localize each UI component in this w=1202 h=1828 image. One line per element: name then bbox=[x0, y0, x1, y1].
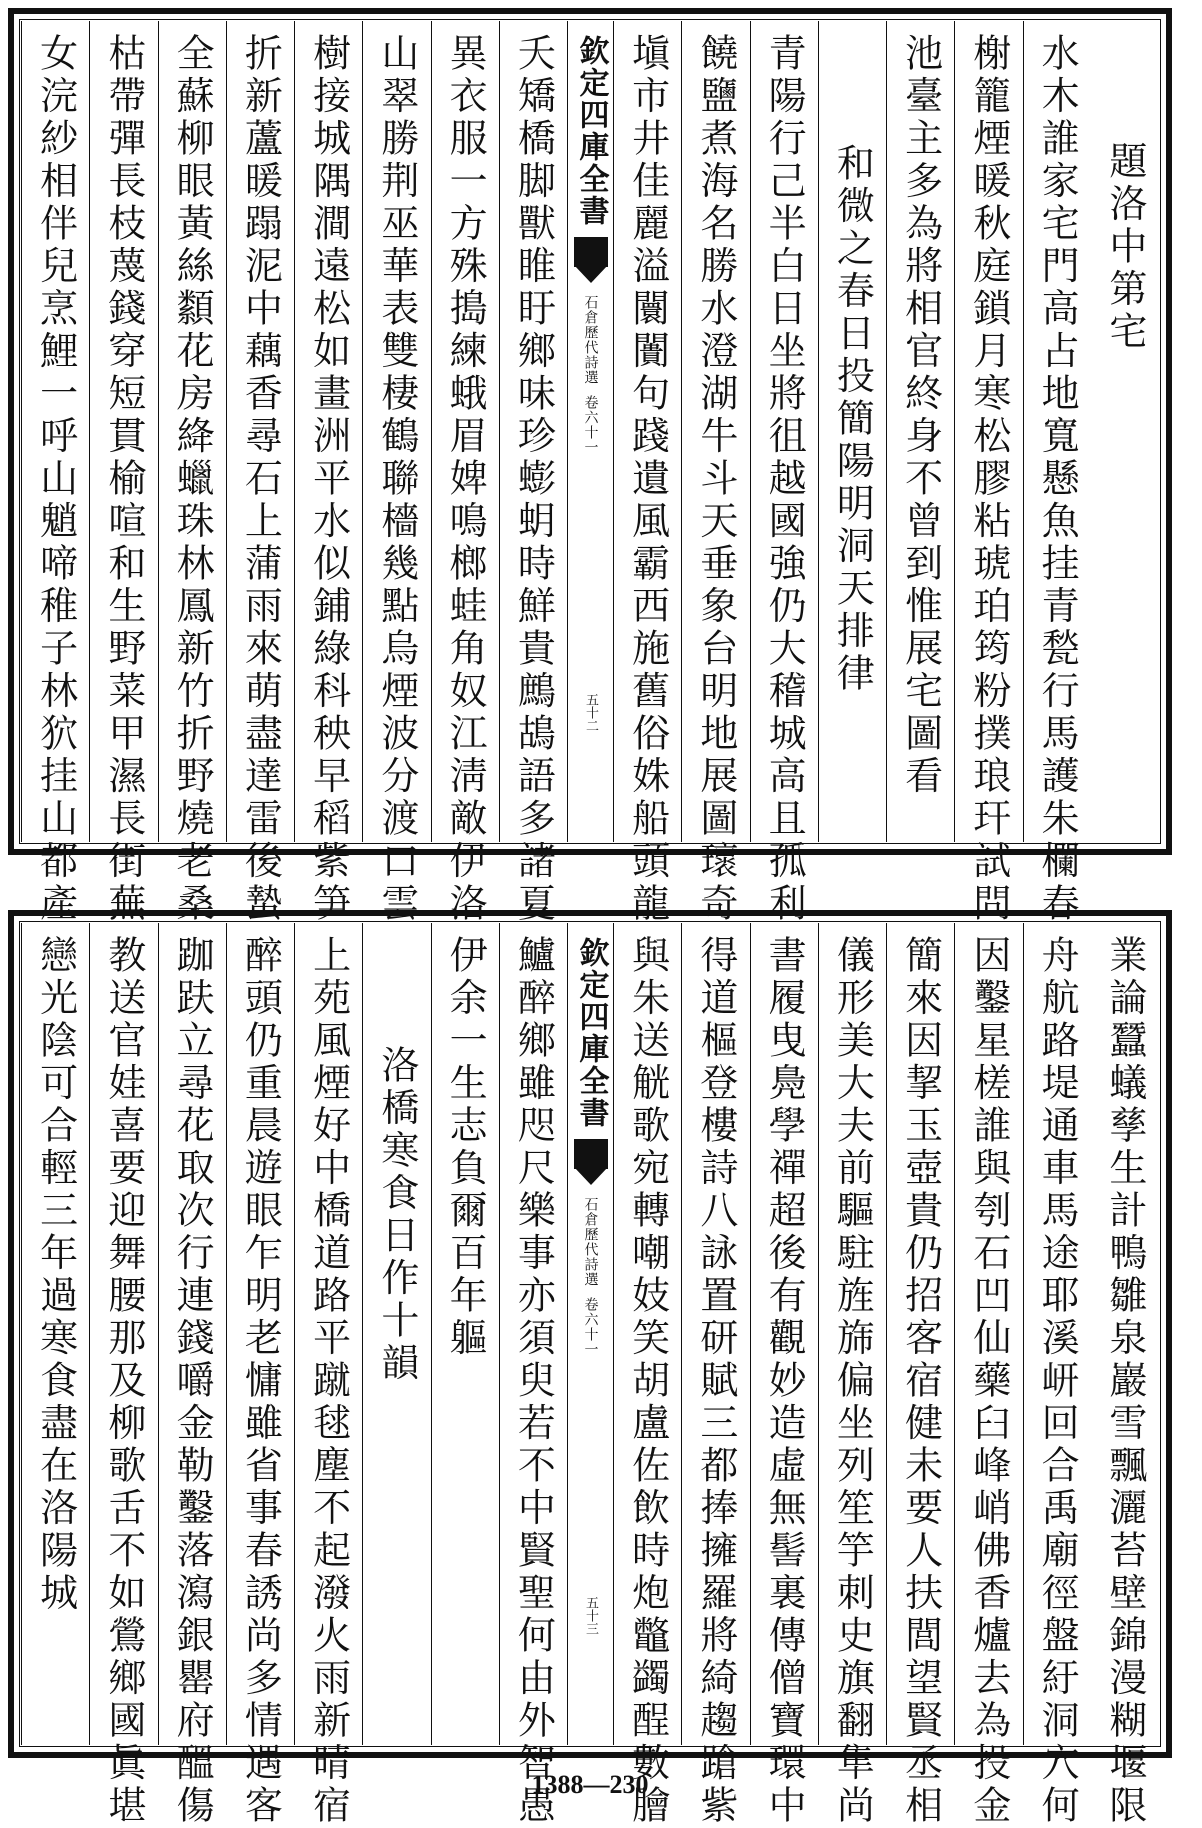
text-column bbox=[954, 923, 1022, 1828]
column-text: 青陽行己半白日坐將徂越國強仍大稽城高且孤利 bbox=[762, 33, 807, 926]
text-column bbox=[226, 21, 294, 926]
top-page-columns bbox=[21, 21, 1159, 926]
column-text: 簡來因挈玉壺貴仍招客宿健未要人扶閭望賢丞相 bbox=[898, 935, 943, 1828]
text-column bbox=[750, 21, 818, 926]
column-text: 塡市井佳麗溢闤闠句踐遺風霸西施舊俗姝船頭龍 bbox=[625, 33, 670, 926]
column-text: 樹接城隅澗遠松如畫洲平水似鋪綠科秧早稻紫笋 bbox=[306, 33, 351, 926]
text-column bbox=[954, 21, 1022, 926]
text-column bbox=[89, 923, 157, 1828]
text-column bbox=[294, 21, 362, 926]
column-text: 因鑿星槎誰與刳石凹仙藥臼峰峭佛香爐去為投金 bbox=[966, 935, 1011, 1828]
text-column bbox=[158, 923, 226, 1828]
column-text: 書履曳鳧學禪超後有觀妙造虛無髻裏傳僧寶環中 bbox=[762, 935, 807, 1828]
text-column bbox=[431, 21, 499, 926]
center-title: 欽定四庫全書 bbox=[573, 937, 609, 1129]
text-column bbox=[89, 21, 157, 926]
top-page bbox=[8, 8, 1172, 926]
text-column bbox=[750, 923, 818, 1828]
center-volume: 卷六十一 bbox=[582, 1297, 599, 1357]
column-text: 和微之春日投簡陽明洞天排律 bbox=[830, 143, 875, 696]
text-column bbox=[613, 21, 681, 926]
column-text: 枯帶彈長枝蔑錢穿短貫榆喧和生野菜甲濕長街蕪 bbox=[101, 33, 146, 926]
text-column bbox=[1091, 923, 1159, 1828]
column-text: 鱸醉鄉雖咫尺樂事亦須臾若不中賢聖何由外智愚 bbox=[511, 935, 556, 1828]
column-text: 饒鹽煮海名勝水澄湖牛斗天垂象台明地展圖瓌奇 bbox=[693, 33, 738, 926]
text-column bbox=[818, 21, 886, 842]
column-text: 異衣服一方殊搗練蛾眉婢鳴榔蛙角奴江淸敵伊洛 bbox=[443, 33, 488, 926]
text-column bbox=[681, 923, 749, 1828]
column-text: 山翠勝荆巫華表雙棲鶴聯檣幾點烏煙波分渡口雲 bbox=[374, 33, 419, 926]
text-column bbox=[613, 923, 681, 1828]
text-column bbox=[1023, 21, 1091, 926]
column-text: 儀形美大夫前驅駐旌旆偏坐列笙竽刺史旗翻隼尚 bbox=[830, 935, 875, 1828]
center-subtitle: 石倉歷代詩選 bbox=[582, 1197, 599, 1287]
text-column bbox=[499, 923, 567, 1828]
column-text: 教送官娃喜要迎舞腰那及柳歌舌不如鶯鄉國眞堪 bbox=[101, 935, 146, 1828]
text-column bbox=[21, 923, 89, 1745]
center-fold-strip bbox=[567, 21, 613, 842]
center-subtitle: 石倉歷代詩選 bbox=[582, 295, 599, 385]
text-column bbox=[226, 923, 294, 1828]
column-text: 伊余一生志負爾百年軀 bbox=[443, 935, 488, 1360]
center-volume: 卷六十一 bbox=[582, 395, 599, 455]
column-text: 舟航路堤通車馬途耶溪岍回合禹廟徑盤紆洞穴何 bbox=[1035, 935, 1080, 1828]
column-text: 戀光陰可合輕三年過寒食盡在洛陽城 bbox=[33, 935, 78, 1615]
text-column bbox=[499, 21, 567, 926]
column-text: 跏趺立尋花取次行連錢嚼金勒鑿落瀉銀罌府醞傷 bbox=[170, 935, 215, 1828]
text-column bbox=[362, 923, 430, 1745]
page-number: 1388—230 bbox=[531, 1770, 649, 1799]
column-text: 業論蠶蟻孳生計鴨雛泉巖雪飄灑苔壁錦漫糊堰限 bbox=[1102, 935, 1147, 1828]
column-text: 與朱送觥歌宛轉嘲妓笑胡盧佐飲時炮鼈蠲酲數膾 bbox=[625, 935, 670, 1828]
text-column bbox=[21, 21, 89, 926]
column-text: 水木誰家宅門高占地寬懸魚挂青甃行馬護朱欄春 bbox=[1035, 33, 1080, 926]
text-column bbox=[158, 21, 226, 926]
text-column bbox=[362, 21, 430, 926]
center-leaf-number: 五十二 bbox=[583, 693, 598, 732]
column-text: 醉頭仍重晨遊眼乍明老慵雖省事春誘尚多情遇客 bbox=[238, 935, 283, 1828]
center-fold-strip bbox=[567, 923, 613, 1745]
column-text: 上苑風煙好中橋道路平蹴毬塵不起潑火雨新晴宿 bbox=[306, 935, 351, 1828]
text-column bbox=[681, 21, 749, 926]
fish-tail-mark-icon bbox=[574, 237, 608, 285]
text-column bbox=[1091, 21, 1159, 842]
center-leaf-number: 五十三 bbox=[583, 1596, 598, 1635]
text-column bbox=[818, 923, 886, 1828]
column-text: 折新蘆暖蹋泥中藕香尋石上蒲雨來萌盡達雷後蟄 bbox=[238, 33, 283, 926]
column-text: 題洛中第宅 bbox=[1102, 141, 1147, 354]
text-column bbox=[431, 923, 499, 1745]
text-column bbox=[886, 923, 954, 1828]
center-title: 欽定四庫全書 bbox=[573, 35, 609, 227]
column-text: 夭矯橋脚獸睢盱鄉味珍蟛蚏時鮮貴鷓鴣語多諸夏 bbox=[511, 33, 556, 926]
text-column bbox=[1023, 923, 1091, 1828]
column-text: 女浣紗相伴兒烹鯉一呼山魈啼稚子林狖挂山都產 bbox=[33, 33, 78, 926]
column-text: 池臺主多為將相官終身不曾到惟展宅圖看 bbox=[898, 33, 943, 798]
column-text: 榭籠煙暖秋庭鎖月寒松膠粘琥珀筠粉撲琅玕試問 bbox=[966, 33, 1011, 926]
column-text: 全蘇柳眼黃絲纇花房絳蠟珠林鳳新竹折野燒老桑 bbox=[170, 33, 215, 926]
column-text: 得道樞登樓詩八詠置研賦三都捧擁羅將綺趨蹌紫 bbox=[693, 935, 738, 1828]
column-text: 洛橋寒食日作十韻 bbox=[374, 1045, 419, 1385]
text-column bbox=[294, 923, 362, 1828]
fish-tail-mark-icon bbox=[574, 1139, 608, 1187]
text-column bbox=[886, 21, 954, 842]
